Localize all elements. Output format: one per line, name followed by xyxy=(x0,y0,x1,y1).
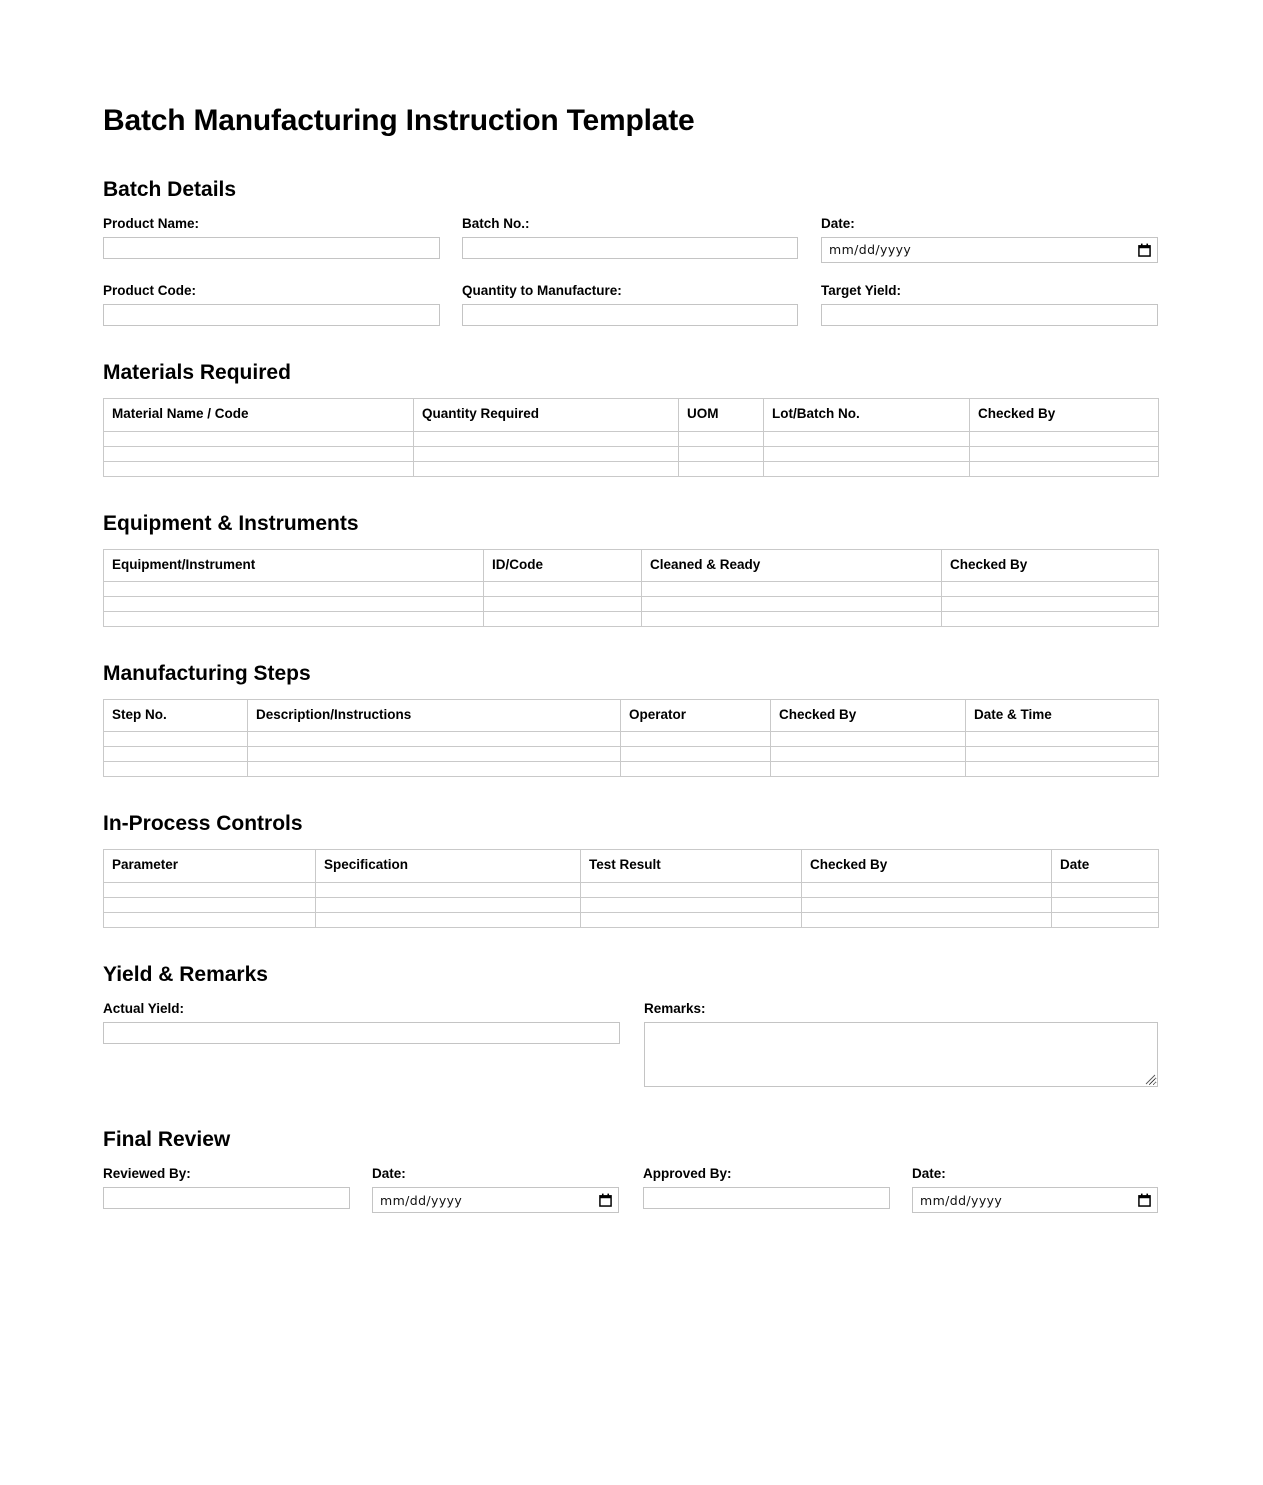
table-head xyxy=(104,549,1159,581)
table-cell[interactable] xyxy=(484,581,642,596)
table-cell[interactable] xyxy=(248,747,621,762)
table-row[interactable] xyxy=(104,461,1159,476)
label-product-name: Product Name: xyxy=(103,215,200,231)
field-approved-date xyxy=(912,1165,1158,1213)
input-reviewed-date[interactable] xyxy=(372,1187,619,1213)
label-actual-yield: Actual Yield: xyxy=(103,1000,185,1016)
table-header-row xyxy=(104,850,1159,882)
label-quantity-to-manufacture: Quantity to Manufacture: xyxy=(462,282,622,298)
column-header: Date xyxy=(1052,850,1159,882)
table-cell[interactable] xyxy=(484,611,642,626)
section-heading-equipment-instruments: Equipment & Instruments xyxy=(103,511,359,535)
section-manufacturing-steps xyxy=(103,661,1158,777)
table-row[interactable] xyxy=(104,762,1159,777)
table-body xyxy=(104,882,1159,927)
label-approved-by: Approved By: xyxy=(643,1166,732,1182)
label-target-yield: Target Yield: xyxy=(821,282,902,298)
section-equipment-instruments xyxy=(103,511,1158,627)
batch-details-field-grid xyxy=(103,215,1158,326)
table-cell[interactable] xyxy=(970,431,1159,446)
table-cell[interactable] xyxy=(316,912,581,927)
table-row[interactable] xyxy=(104,747,1159,762)
column-header: Quantity Required xyxy=(414,399,679,431)
column-header: Material Name / Code xyxy=(104,399,414,431)
column-header: Checked By xyxy=(942,549,1159,581)
table-cell[interactable] xyxy=(104,581,484,596)
table-cell[interactable] xyxy=(316,897,581,912)
label-reviewed-by: Reviewed By: xyxy=(103,1166,191,1182)
table-cell[interactable] xyxy=(104,431,414,446)
column-header: Test Result xyxy=(581,850,802,882)
table-manufacturing-steps xyxy=(103,699,1159,777)
table-cell[interactable] xyxy=(621,747,771,762)
date-placeholder-text: mm/dd/yyyy xyxy=(829,242,912,258)
yield-remarks-row xyxy=(103,1000,1158,1087)
table-cell[interactable] xyxy=(104,611,484,626)
table-cell[interactable] xyxy=(642,581,942,596)
label-approved-date: Date: xyxy=(912,1166,946,1182)
table-cell[interactable] xyxy=(802,882,1052,897)
input-quantity-to-manufacture[interactable] xyxy=(462,304,798,326)
section-heading-manufacturing-steps: Manufacturing Steps xyxy=(103,661,311,685)
table-cell[interactable] xyxy=(764,431,970,446)
table-cell[interactable] xyxy=(764,461,970,476)
table-body xyxy=(104,431,1159,476)
table-cell[interactable] xyxy=(414,431,679,446)
table-header-row xyxy=(104,549,1159,581)
table-cell[interactable] xyxy=(802,897,1052,912)
table-cell[interactable] xyxy=(104,762,248,777)
table-cell[interactable] xyxy=(484,596,642,611)
section-heading-batch-details: Batch Details xyxy=(103,177,237,201)
field-reviewed-date xyxy=(372,1165,619,1213)
page-title: Batch Manufacturing Instruction Template xyxy=(103,104,695,137)
input-batch-no[interactable] xyxy=(462,237,798,259)
field-batch-no xyxy=(462,215,798,259)
table-row[interactable] xyxy=(104,446,1159,461)
column-header: Date & Time xyxy=(966,700,1159,732)
table-cell[interactable] xyxy=(679,461,764,476)
table-cell[interactable] xyxy=(966,747,1159,762)
table-cell[interactable] xyxy=(679,446,764,461)
table-cell[interactable] xyxy=(581,897,802,912)
table-row[interactable] xyxy=(104,611,1159,626)
table-cell[interactable] xyxy=(970,446,1159,461)
table-row[interactable] xyxy=(104,912,1159,927)
table-materials-required xyxy=(103,398,1159,476)
table-cell[interactable] xyxy=(581,882,802,897)
section-heading-yield-remarks: Yield & Remarks xyxy=(103,962,268,986)
table-row[interactable] xyxy=(104,581,1159,596)
column-header: Operator xyxy=(621,700,771,732)
input-approved-by[interactable] xyxy=(643,1187,890,1209)
section-in-process-controls xyxy=(103,811,1158,927)
field-product-code xyxy=(103,282,440,326)
table-in-process-controls xyxy=(103,849,1159,927)
table-row[interactable] xyxy=(104,431,1159,446)
table-cell[interactable] xyxy=(414,461,679,476)
input-actual-yield[interactable] xyxy=(103,1022,620,1044)
table-cell[interactable] xyxy=(970,461,1159,476)
column-header: ID/Code xyxy=(484,549,642,581)
table-header-row xyxy=(104,700,1159,732)
table-cell[interactable] xyxy=(679,431,764,446)
table-body xyxy=(104,732,1159,777)
final-review-grid xyxy=(103,1165,1158,1213)
table-cell[interactable] xyxy=(771,762,966,777)
column-header: Specification xyxy=(316,850,581,882)
table-body xyxy=(104,581,1159,626)
input-product-code[interactable] xyxy=(103,304,440,326)
field-date xyxy=(821,215,1158,263)
section-materials-required xyxy=(103,360,1158,476)
calendar-icon[interactable] xyxy=(1138,1193,1151,1207)
section-batch-details xyxy=(103,177,1158,327)
section-yield-remarks xyxy=(103,962,1158,1087)
table-cell[interactable] xyxy=(414,446,679,461)
table-row[interactable] xyxy=(104,897,1159,912)
section-final-review xyxy=(103,1127,1158,1213)
table-cell[interactable] xyxy=(771,747,966,762)
label-remarks: Remarks: xyxy=(644,1000,706,1016)
table-cell[interactable] xyxy=(942,581,1159,596)
section-heading-materials-required: Materials Required xyxy=(103,361,291,385)
label-batch-no: Batch No.: xyxy=(462,215,530,231)
table-cell[interactable] xyxy=(642,611,942,626)
column-header: UOM xyxy=(679,399,764,431)
table-cell[interactable] xyxy=(966,732,1159,747)
column-header: Parameter xyxy=(104,850,316,882)
table-cell[interactable] xyxy=(316,882,581,897)
table-equipment-instruments xyxy=(103,549,1159,627)
table-head xyxy=(104,700,1159,732)
field-approved-by xyxy=(643,1165,890,1209)
table-cell[interactable] xyxy=(104,446,414,461)
column-header: Lot/Batch No. xyxy=(764,399,970,431)
calendar-icon[interactable] xyxy=(1138,243,1151,257)
table-row[interactable] xyxy=(104,882,1159,897)
table-cell[interactable] xyxy=(1052,912,1159,927)
label-reviewed-date: Date: xyxy=(372,1166,406,1182)
input-product-name[interactable] xyxy=(103,237,440,259)
table-cell[interactable] xyxy=(621,762,771,777)
table-cell[interactable] xyxy=(248,762,621,777)
date-placeholder-text: mm/dd/yyyy xyxy=(920,1192,1003,1208)
table-cell[interactable] xyxy=(104,596,484,611)
input-reviewed-by[interactable] xyxy=(103,1187,350,1209)
field-remarks xyxy=(644,1000,1158,1087)
table-cell[interactable] xyxy=(942,611,1159,626)
column-header: Checked By xyxy=(970,399,1159,431)
field-quantity-to-manufacture xyxy=(462,282,798,326)
column-header: Cleaned & Ready xyxy=(642,549,942,581)
table-cell[interactable] xyxy=(248,732,621,747)
date-placeholder-text: mm/dd/yyyy xyxy=(380,1192,463,1208)
input-remarks-textarea[interactable] xyxy=(644,1022,1158,1087)
table-cell[interactable] xyxy=(104,747,248,762)
section-heading-in-process-controls: In-Process Controls xyxy=(103,812,303,836)
table-cell[interactable] xyxy=(104,732,248,747)
calendar-icon[interactable] xyxy=(599,1193,612,1207)
table-cell[interactable] xyxy=(104,912,316,927)
table-cell[interactable] xyxy=(802,912,1052,927)
table-cell[interactable] xyxy=(771,732,966,747)
label-date: Date: xyxy=(821,215,855,231)
table-cell[interactable] xyxy=(942,596,1159,611)
field-reviewed-by xyxy=(103,1165,350,1209)
table-row[interactable] xyxy=(104,732,1159,747)
table-cell[interactable] xyxy=(764,446,970,461)
table-cell[interactable] xyxy=(104,461,414,476)
table-cell[interactable] xyxy=(1052,882,1159,897)
table-cell[interactable] xyxy=(581,912,802,927)
resize-grip-icon[interactable] xyxy=(1145,1074,1156,1085)
table-cell[interactable] xyxy=(104,882,316,897)
table-cell[interactable] xyxy=(104,897,316,912)
table-cell[interactable] xyxy=(642,596,942,611)
column-header: Checked By xyxy=(802,850,1052,882)
section-heading-final-review: Final Review xyxy=(103,1128,231,1152)
input-target-yield[interactable] xyxy=(821,304,1158,326)
table-header-row xyxy=(104,399,1159,431)
input-approved-date[interactable] xyxy=(912,1187,1158,1213)
table-cell[interactable] xyxy=(1052,897,1159,912)
field-actual-yield xyxy=(103,1000,620,1044)
table-head xyxy=(104,850,1159,882)
input-date[interactable] xyxy=(821,237,1158,263)
table-cell[interactable] xyxy=(966,762,1159,777)
label-product-code: Product Code: xyxy=(103,282,196,298)
field-product-name xyxy=(103,215,440,259)
table-cell[interactable] xyxy=(621,732,771,747)
table-row[interactable] xyxy=(104,596,1159,611)
column-header: Checked By xyxy=(771,700,966,732)
column-header: Step No. xyxy=(104,700,248,732)
column-header: Equipment/Instrument xyxy=(104,549,484,581)
table-head xyxy=(104,399,1159,431)
field-target-yield xyxy=(821,282,1158,326)
column-header: Description/Instructions xyxy=(248,700,621,732)
